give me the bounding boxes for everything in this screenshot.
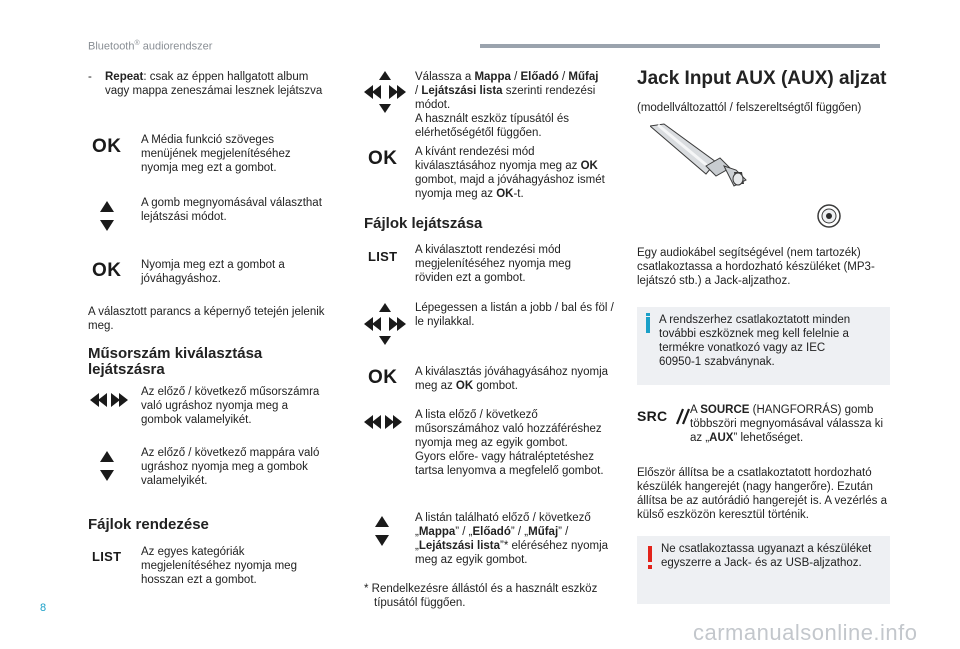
footnote: * Rendelkezésre állástól és a használt eszköz típusától függően. xyxy=(364,583,598,609)
list-button-icon: LIST xyxy=(92,549,122,564)
repeat-item: - Repeat: csak az éppen hallgatott album vagy mappa zeneszámai lesznek lejátszva xyxy=(88,71,323,97)
track-heading: Műsorszám kiválasztása lejátszásra xyxy=(88,345,263,378)
up-down-arrows-icon xyxy=(98,199,116,233)
sortmode-text: A kívánt rendezési mód kiválasztásához nyomja meg az OK gombot, majd a jóváhagyáshoz ismét nyomja meg az OK-t. xyxy=(415,146,605,200)
ok-button-icon: OK xyxy=(92,136,122,157)
ok-button-icon: OK xyxy=(368,367,398,388)
up-down-arrows-icon xyxy=(98,449,116,483)
aux-subtitle: (modellváltozattól / felszereltségtől függően) xyxy=(637,102,862,114)
info-text: A rendszerhez csatlakoztatott minden további eszköznek meg kell felelnie a termékre vonatkozó vagy az IEC 60950-1 szabványnak. xyxy=(659,314,851,368)
watermark-text: carmanualsonline.info xyxy=(693,620,918,645)
step-text: Lépegessen a listán a jobb / bal és föl / le nyilakkal. xyxy=(415,302,614,328)
mode-text: A gomb megnyomásával választhat lejátszási módot. xyxy=(141,197,322,223)
warning-note-box xyxy=(637,536,890,604)
left-right-arrows-icon xyxy=(89,392,129,408)
ok-button-icon: OK xyxy=(92,260,122,281)
list-button-icon: LIST xyxy=(368,249,398,264)
chosen-command-text: A választott parancs a képernyő tetején jelenik meg. xyxy=(88,306,325,332)
cable-text: Egy audiokábel segítségével (nem tartozék) csatlakoztassa a hordozható készüléket (MP3-lejátszó stb.) a Jack-aljzathoz. xyxy=(637,247,875,287)
display-mode-text: A kiválasztott rendezési mód megjelenítéséhez nyomja meg röviden ezt a gombot. xyxy=(415,244,571,284)
select-sort-text: Válassza a Mappa / Előadó / Műfaj / Lejátszási lista szerinti rendezési módot. A használt eszköz típusától és elérhetőségétől függően. xyxy=(415,71,599,139)
source-text: A SOURCE (HANGFORRÁS) gomb többszöri megnyomásával válassza ki az „AUX” lehetőséget. xyxy=(690,404,884,444)
header-rule xyxy=(480,44,880,48)
up-down-arrows-icon xyxy=(373,514,391,548)
src-button-icon: SRC xyxy=(637,407,692,425)
page-number: 8 xyxy=(40,602,47,614)
running-header: Bluetooth® audiorendszer xyxy=(88,40,213,53)
play-heading: Fájlok lejátszása xyxy=(364,215,483,232)
sort-text: Az egyes kategóriák megjelenítéséhez nyomja meg hosszan ezt a gombot. xyxy=(141,546,297,586)
aux-heading: Jack Input AUX (AUX) aljzat xyxy=(637,68,887,89)
info-note-box xyxy=(637,307,890,385)
media-text: A Média funkció szöveges menüjének megjelenítéséhez nyomja meg ezt a gombot. xyxy=(141,134,291,174)
four-way-arrows-icon xyxy=(363,302,407,346)
track-text: Az előző / következő műsorszámra való ugráshoz nyomja meg a gombok valamelyikét. xyxy=(141,386,320,426)
folder-text: Az előző / következő mappára való ugráshoz nyomja meg a gombok valamelyikét. xyxy=(141,447,320,487)
access-text: A lista előző / következő műsorszámához való hozzáféréshez nyomja meg az egyik gombot. Gyors előre- vagy hátraléptetéshez tartsa lenyomva a megfelelő gombot. xyxy=(415,409,604,477)
info-icon xyxy=(646,317,650,333)
sort-heading: Fájlok rendezése xyxy=(88,516,209,533)
confirm-text: Nyomja meg ezt a gombot a jóváhagyáshoz. xyxy=(141,259,285,285)
volume-text: Először állítsa be a csatlakoztatott hordozható készülék hangerejét (nagy hangerőre). Ezután állítsa be az autórádió hangerejét is. A vezérlés a külső eszközön keresztül történik. xyxy=(637,467,887,521)
four-way-arrows-icon xyxy=(363,70,407,114)
warning-text: Ne csatlakoztassa ugyanazt a készüléket egyszerre a Jack- és az USB-aljzathoz. xyxy=(661,543,872,569)
confirm-selection-text: A kiválasztás jóváhagyásához nyomja meg az OK gombot. xyxy=(415,366,609,392)
warning-icon xyxy=(648,546,652,562)
ok-button-icon: OK xyxy=(368,148,398,169)
next-category-text: A listán található előző / következő „Mappa” / „Előadó” / „Műfaj” / „Lejátszási lista”* eléréséhez nyomja meg az egyik gombot. xyxy=(415,512,609,566)
jack-plug-illustration xyxy=(650,122,850,230)
left-right-arrows-icon xyxy=(363,414,403,430)
